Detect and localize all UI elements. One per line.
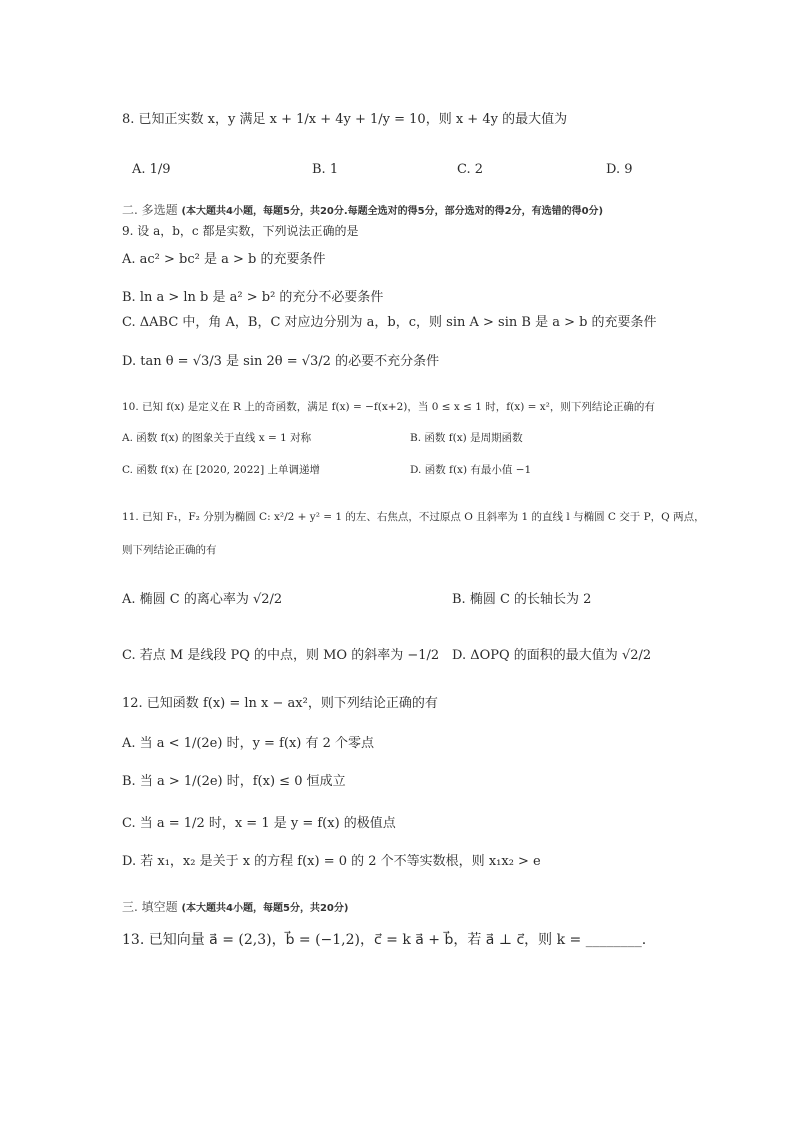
question-9-option-a: A. ac² > bc² 是 a > b 的充要条件 [122,252,326,267]
question-8-option-b: B. 1 [312,162,339,177]
question-10-option-b: B. 函数 f(x) 是周期函数 [410,432,523,444]
question-12-option-d: D. 若 x₁，x₂ 是关于 x 的方程 f(x) = 0 的 2 个不等实数根，则 x₁x₂ > e [122,854,541,869]
section-2-note: (本大题共4小题，每题5分，共20分.每题全选对的得5分，部分选对的得2分，有选错的得0分) [181,206,604,217]
question-10-stem: 10. 已知 f(x) 是定义在 R 上的奇函数，满足 f(x) = −f(x+2)，当 0 ≤ x ≤ 1 时，f(x) = x²，则下列结论正确的有 [122,401,655,413]
section-3-note: (本大题共4小题，每题5分，共20分) [181,903,349,914]
question-8-option-c: C. 2 [457,162,484,177]
question-9-option-b: B. ln a > ln b 是 a² > b² 的充分不必要条件 [122,290,384,305]
question-9-option-c: C. ΔABC 中，角 A，B，C 对应边分别为 a，b，c，则 sin A > sin B 是 a > b 的充要条件 [122,315,657,330]
question-8-option-a: A. 1/9 [132,162,171,177]
question-12-option-b: B. 当 a > 1/(2e) 时，f(x) ≤ 0 恒成立 [122,774,346,789]
question-8-option-d: D. 9 [606,162,633,177]
question-12-option-c: C. 当 a = 1/2 时，x = 1 是 y = f(x) 的极值点 [122,816,396,831]
question-9-stem: 9. 设 a，b，c 都是实数，下列说法正确的是 [122,224,359,238]
question-11-stem-continued: 则下列结论正确的有 [122,544,217,556]
question-11-option-a: A. 椭圆 C 的离心率为 √2/2 [122,592,283,607]
question-8-stem: 8. 已知正实数 x，y 满足 x + 1/x + 4y + 1/y = 10，则 x + 4y 的最大值为 [122,112,568,127]
question-12-stem: 12. 已知函数 f(x) = ln x − ax²，则下列结论正确的有 [122,696,438,711]
section-3-title: 三. 填空题 [122,900,178,914]
question-11-option-b: B. 椭圆 C 的长轴长为 2 [452,592,592,607]
question-11-option-c: C. 若点 M 是线段 PQ 的中点，则 MO 的斜率为 −1/2 [122,648,440,663]
question-10-option-a: A. 函数 f(x) 的图象关于直线 x = 1 对称 [122,432,312,444]
question-13-stem: 13. 已知向量 a⃗ = (2,3)，b⃗ = (−1,2)，c⃗ = k a⃗ + b⃗，若 a⃗ ⊥ c⃗，则 k = ________. [122,932,647,948]
question-10-option-c: C. 函数 f(x) 在 [2020, 2022] 上单调递增 [122,464,320,476]
question-11-option-d: D. ΔOPQ 的面积的最大值为 √2/2 [452,648,652,663]
question-11-stem: 11. 已知 F₁，F₂ 分别为椭圆 C: x²/2 + y² = 1 的左、右焦点，不过原点 O 且斜率为 1 的直线 l 与椭圆 C 交于 P，Q 两点， [122,511,705,523]
question-10-option-d: D. 函数 f(x) 有最小值 −1 [410,464,532,476]
question-9-option-d: D. tan θ = √3/3 是 sin 2θ = √3/2 的必要不充分条件 [122,354,440,369]
section-2-header [122,200,603,222]
section-2-title: 二. 多选题 [122,203,178,217]
section-3-header [122,897,348,919]
question-12-option-a: A. 当 a < 1/(2e) 时，y = f(x) 有 2 个零点 [122,736,375,751]
